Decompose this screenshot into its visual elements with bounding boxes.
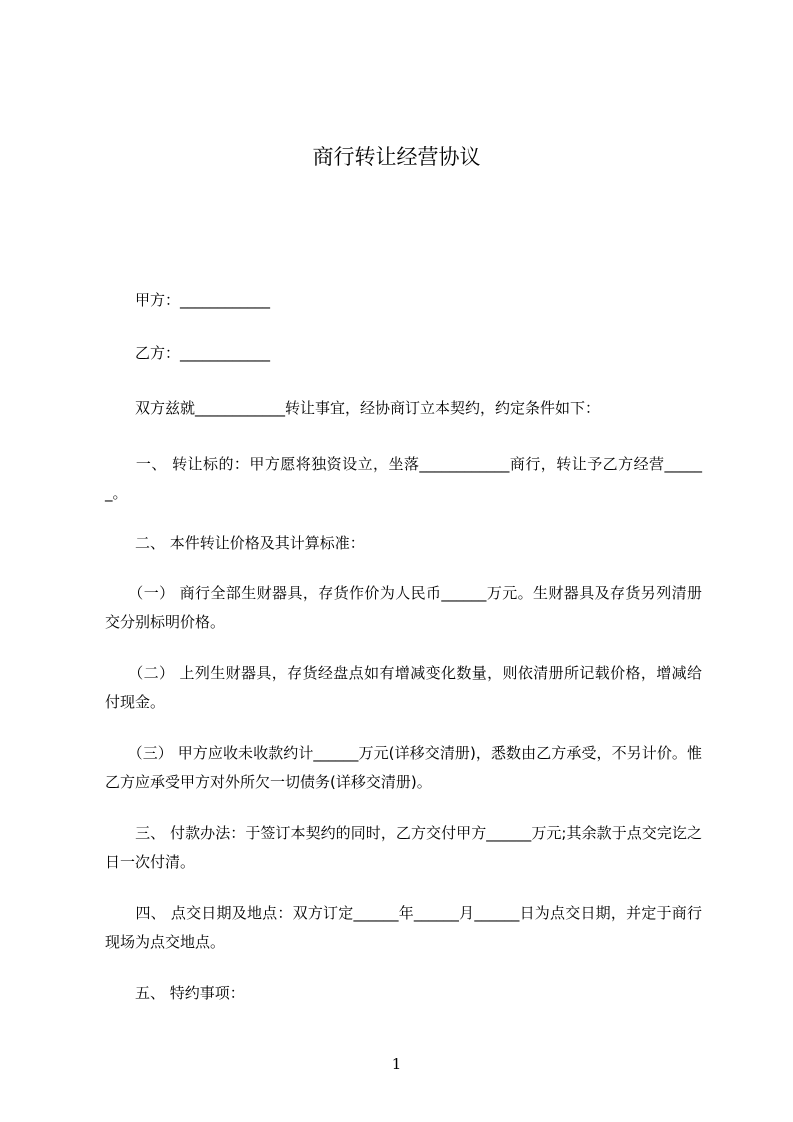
intro-paragraph: 双方兹就____________转让事宜，经协商订立本契约，约定条件如下： [105,399,601,417]
clause-1: 一、 转让标的：甲方愿将独资设立，坐落____________商行，转让予乙方经营______。 [105,455,702,502]
clause-2-heading: 二、 本件转让价格及其计算标准： [105,534,365,552]
page-number: 1 [391,1055,402,1073]
party-a-line: 甲方：____________ [105,291,271,309]
clause-2-item-3: （三） 甲方应收未收款约计______万元(详移交清册)，悉数由乙方承受，不另计价。惟乙方应承受甲方对外所欠一切债务(详移交清册)。 [105,744,702,791]
clause-2-item-1: （一） 商行全部生财器具，存货作价为人民币______万元。生财器具及存货另列清册交分别标明价格。 [105,584,702,631]
clause-3: 三、 付款办法：于签订本契约的同时，乙方交付甲方______万元;其余款于点交完讫之日一次付清。 [105,824,702,871]
clause-5-heading: 五、 特约事项： [105,984,245,1002]
party-b-line: 乙方：____________ [105,344,271,362]
clause-4: 四、 点交日期及地点：双方订定______年______月______日为点交日期，并定于商行现场为点交地点。 [105,904,702,951]
document-title: 商行转让经营协议 [312,145,481,169]
clause-2-item-2: （二） 上列生财器具，存货经盘点如有增减变化数量，则依清册所记载价格，增减给付现金。 [105,664,702,711]
